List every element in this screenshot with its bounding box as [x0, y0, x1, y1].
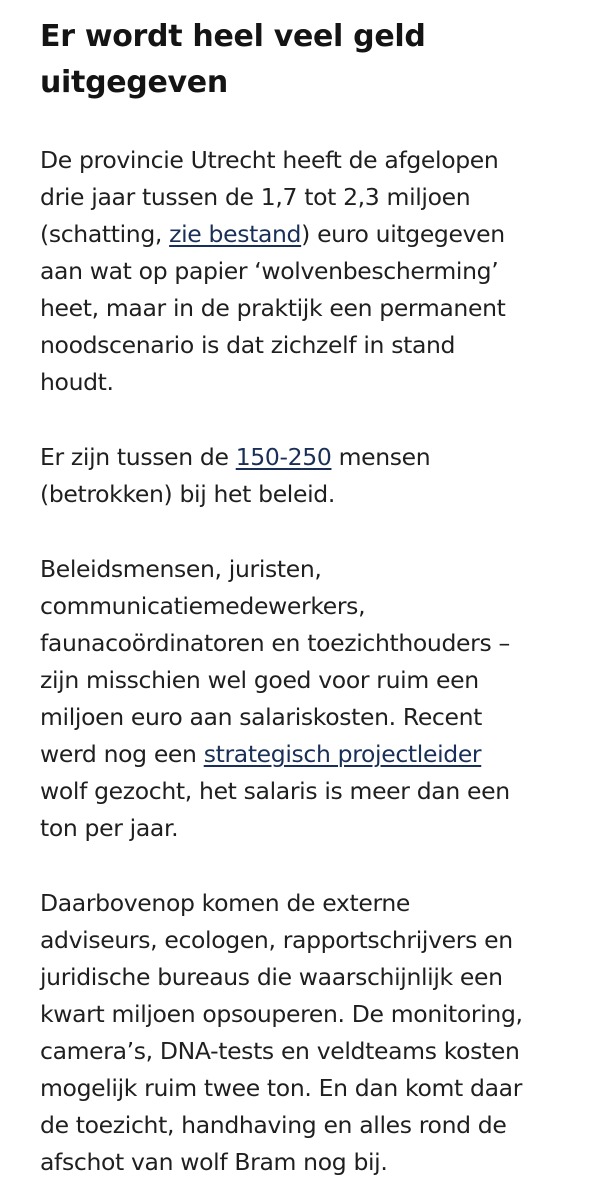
text-line: heet, maar in de praktijk een permanent [40, 294, 506, 322]
text-line: noodscenario is dat zichzelf in stand [40, 331, 456, 359]
paragraph-salaries [40, 551, 596, 847]
text-fragment: Er zijn tussen de [40, 443, 236, 471]
text-line: zijn misschien wel goed voor ruim een [40, 666, 479, 694]
zie-bestand-link[interactable]: zie bestand [169, 220, 302, 248]
paragraph-external-costs [40, 885, 596, 1181]
text-line: mogelijk ruim twee ton. En dan komt daar [40, 1074, 523, 1102]
text-line: drie jaar tussen de 1,7 tot 2,3 miljoen [40, 183, 471, 211]
text-line: kwart miljoen opsouperen. De monitoring, [40, 1000, 523, 1028]
headline-line: uitgegeven [40, 65, 228, 100]
text-fragment: ) euro uitgegeven [301, 220, 505, 248]
text-fragment: werd nog een [40, 740, 204, 768]
text-line [40, 439, 596, 476]
text-line [40, 216, 596, 253]
article [40, 14, 596, 1181]
text-line: (betrokken) bij het beleid. [40, 480, 335, 508]
text-fragment: (schatting, [40, 220, 170, 248]
text-line: miljoen euro aan salariskosten. Recent [40, 703, 483, 731]
text-line: Daarbovenop komen de externe [40, 889, 411, 917]
text-line: De provincie Utrecht heeft de afgelopen [40, 146, 499, 174]
text-fragment: mensen [331, 443, 431, 471]
text-line: communicatiemedewerkers, [40, 592, 366, 620]
text-line: Beleidsmensen, juristen, [40, 555, 322, 583]
text-line: wolf gezocht, het salaris is meer dan een [40, 777, 510, 805]
text-line: camera’s, DNA-tests en veldteams kosten [40, 1037, 520, 1065]
text-line: faunacoördinatoren en toezichthouders – [40, 629, 510, 657]
text-line: houdt. [40, 368, 114, 396]
text-line: de toezicht, handhaving en alles rond de [40, 1111, 507, 1139]
text-line: juridische bureaus die waarschijnlijk een [40, 963, 503, 991]
text-line [40, 736, 596, 773]
article-headline [40, 14, 596, 106]
paragraph-budget [40, 142, 596, 401]
headline-line: Er wordt heel veel geld [40, 19, 426, 54]
text-line: aan wat op papier ‘wolvenbescherming’ [40, 257, 499, 285]
text-line: afschot van wolf Bram nog bij. [40, 1148, 388, 1176]
paragraph-people [40, 439, 596, 513]
strategisch-projectleider-link[interactable]: strategisch projectleider [203, 740, 482, 768]
text-line: ton per jaar. [40, 814, 179, 842]
text-line: adviseurs, ecologen, rapportschrijvers en [40, 926, 513, 954]
150-250-link[interactable]: 150-250 [235, 443, 332, 471]
